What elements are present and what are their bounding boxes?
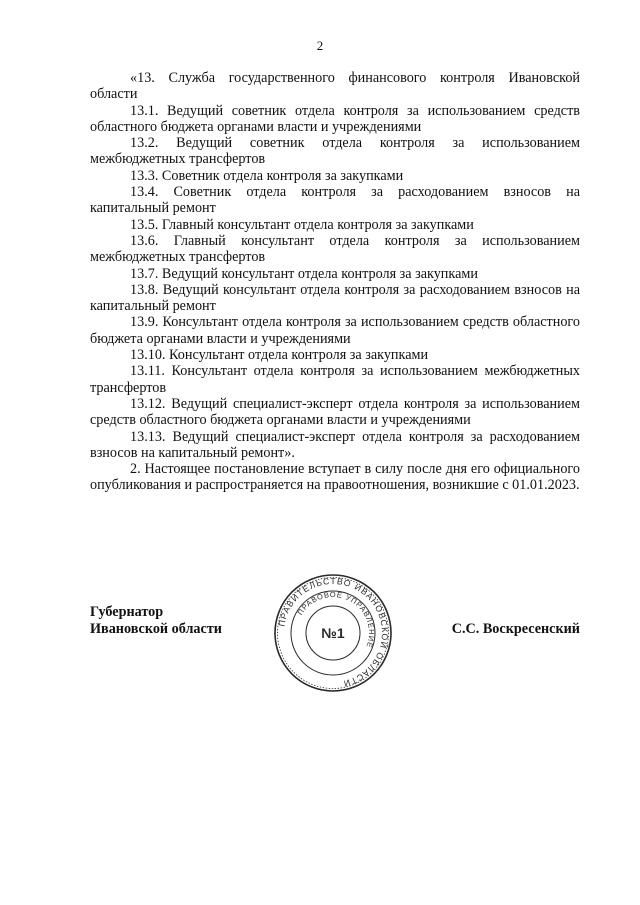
paragraph-13-11: 13.11. Консультант отдела контроля за использованием межбюджетных трансфертов (90, 363, 580, 396)
paragraph-13-5: 13.5. Главный консультант отдела контроля за закупками (130, 216, 474, 233)
paragraph-13-8: 13.8. Ведущий консультант отдела контроля за расходованием взносов на капитальный ремонт (90, 281, 580, 315)
paragraph-13-6: 13.6. Главный консультант отдела контроля за использованием межбюджетных трансфертов (90, 232, 580, 266)
signer-title-line-2: Ивановской области (90, 621, 222, 637)
paragraph-2-effective-date: 2. Настоящее постановление вступает в силу после дня его официального опубликования и распространяется на правоотношения, возникшие с 01.01.2023. (90, 461, 580, 494)
paragraph-13-3: 13.3. Советник отдела контроля за закупками (130, 167, 404, 184)
official-seal (272, 572, 394, 694)
paragraph-13-9: 13.9. Консультант отдела контроля за использованием средств областного бюджета органами власти и учреждениями (90, 314, 580, 347)
signature-block (90, 575, 580, 704)
seal-number: №1 (321, 625, 345, 641)
signer-name: С.С. Воскресенский (451, 621, 580, 637)
paragraph-13-10: 13.10. Консультант отдела контроля за закупками (130, 347, 429, 364)
paragraph-13-7: 13.7. Ведущий консультант отдела контроля за закупками (130, 265, 478, 282)
paragraph-13-1: 13.1. Ведущий советник отдела контроля за использованием средств областного бюджета органами власти и учреждениями (90, 102, 580, 135)
paragraph-section-13: «13. Служба государственного финансового контроля Ивановской области (90, 70, 580, 103)
seal-outer-text: ПРАВИТЕЛЬСТВО ИВАНОВСКОЙ ОБЛАСТИ (276, 575, 391, 689)
seal-inner-text: ПРАВОВОЕ УПРАВЛЕНИЕ (295, 589, 377, 650)
page-number: 2 (316, 38, 324, 53)
paragraph-13-2: 13.2. Ведущий советник отдела контроля за использованием межбюджетных трансфертов (90, 135, 580, 168)
signer-title (90, 604, 222, 638)
signer-title-line-1: Губернатор (90, 604, 164, 620)
paragraph-13-13: 13.13. Ведущий специалист-эксперт отдела контроля за расходованием взносов на капитальный ремонт». (90, 428, 580, 461)
paragraph-13-12: 13.12. Ведущий специалист-эксперт отдела контроля за использованием средств областного бюджета органами власти и учреждениями (90, 395, 580, 429)
document-body (90, 70, 580, 494)
paragraph-13-4: 13.4. Советник отдела контроля за расходованием взносов на капитальный ремонт (90, 184, 580, 217)
